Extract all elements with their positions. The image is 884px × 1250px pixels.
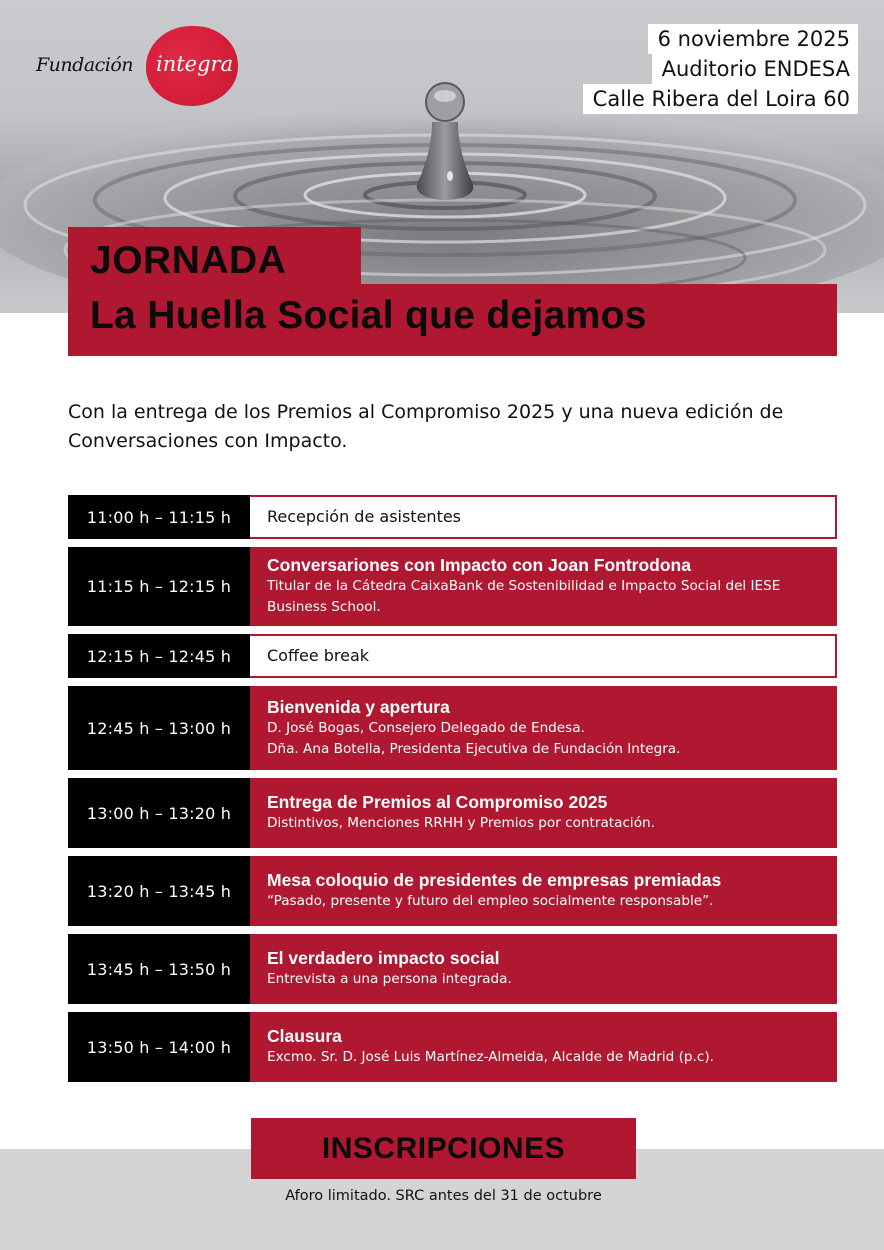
page-title: La Huella Social que dejamos bbox=[90, 294, 647, 337]
intro-paragraph: Con la entrega de los Premios al Compromiso 2025 y una nueva edición de Conversaciones con Impacto. bbox=[68, 401, 784, 452]
agenda-time: 11:15 h – 12:15 h bbox=[68, 547, 250, 626]
title-kicker-block bbox=[68, 227, 361, 287]
event-info-box bbox=[583, 24, 858, 114]
agenda-time: 13:50 h – 14:00 h bbox=[68, 1012, 250, 1082]
agenda-list bbox=[68, 495, 837, 1090]
agenda-description: D. José Bogas, Consejero Delegado de Endesa. bbox=[267, 719, 585, 736]
agenda-time: 13:00 h – 13:20 h bbox=[68, 778, 250, 848]
registration-note: Aforo limitado. SRC antes del 31 de octubre bbox=[285, 1188, 602, 1204]
agenda-row bbox=[68, 778, 837, 848]
agenda-description: Excmo. Sr. D. José Luis Martínez-Almeida, Alcalde de Madrid (p.c). bbox=[267, 1049, 714, 1065]
agenda-content bbox=[250, 495, 837, 539]
event-address: Calle Ribera del Loira 60 bbox=[583, 84, 858, 114]
agenda-time: 12:45 h – 13:00 h bbox=[68, 686, 250, 770]
agenda-title: Recepción de asistentes bbox=[267, 507, 462, 526]
agenda-description: “Pasado, presente y futuro del empleo socialmente responsable”. bbox=[267, 893, 714, 909]
agenda-description: Titular de la Cátedra CaixaBank de Sostenibilidad e Impacto Social del IESE Business School. bbox=[267, 578, 781, 615]
agenda-title: El verdadero impacto social bbox=[267, 948, 500, 968]
agenda-row bbox=[68, 686, 837, 770]
title-kicker: JORNADA bbox=[90, 239, 287, 282]
agenda-description: Entrevista a una persona integrada. bbox=[267, 971, 512, 987]
agenda-title: Coffee break bbox=[267, 646, 370, 665]
agenda-title: Clausura bbox=[267, 1026, 342, 1046]
agenda-content bbox=[250, 934, 837, 1004]
agenda-content bbox=[250, 686, 837, 770]
event-venue: Auditorio ENDESA bbox=[652, 54, 858, 84]
agenda-row bbox=[68, 495, 837, 539]
agenda-time: 12:15 h – 12:45 h bbox=[68, 634, 250, 678]
agenda-content bbox=[250, 778, 837, 848]
agenda-content bbox=[250, 1012, 837, 1082]
agenda-row bbox=[68, 856, 837, 926]
logo-word: Fundación bbox=[36, 54, 134, 76]
agenda-title: Conversariones con Impacto con Joan Fontrodona bbox=[267, 555, 691, 575]
agenda-time: 13:20 h – 13:45 h bbox=[68, 856, 250, 926]
event-date: 6 noviembre 2025 bbox=[648, 24, 858, 54]
agenda-row bbox=[68, 547, 837, 626]
title-main-block bbox=[68, 284, 837, 356]
agenda-description: Distintivos, Menciones RRHH y Premios por contratación. bbox=[267, 815, 655, 831]
agenda-title: Entrega de Premios al Compromiso 2025 bbox=[267, 792, 608, 812]
agenda-time: 11:00 h – 11:15 h bbox=[68, 495, 250, 539]
agenda-title: Mesa coloquio de presidentes de empresas premiadas bbox=[267, 870, 722, 890]
agenda-content bbox=[250, 634, 837, 678]
agenda-title: Bienvenida y apertura bbox=[267, 696, 450, 717]
agenda-content bbox=[250, 547, 837, 626]
agenda-row bbox=[68, 1012, 837, 1082]
logo-red-circle bbox=[146, 26, 238, 106]
agenda-time: 13:45 h – 13:50 h bbox=[68, 934, 250, 1004]
logo-circle-word: integra bbox=[156, 52, 234, 76]
agenda-row bbox=[68, 934, 837, 1004]
inscripciones-button[interactable] bbox=[251, 1118, 636, 1179]
agenda-description: Dña. Ana Botella, Presidenta Ejecutiva de Fundación Integra. bbox=[267, 740, 681, 757]
agenda-content bbox=[250, 856, 837, 926]
inscripciones-label: INSCRIPCIONES bbox=[321, 1131, 566, 1165]
fundacion-integra-logo bbox=[36, 26, 246, 106]
agenda-row bbox=[68, 634, 837, 678]
